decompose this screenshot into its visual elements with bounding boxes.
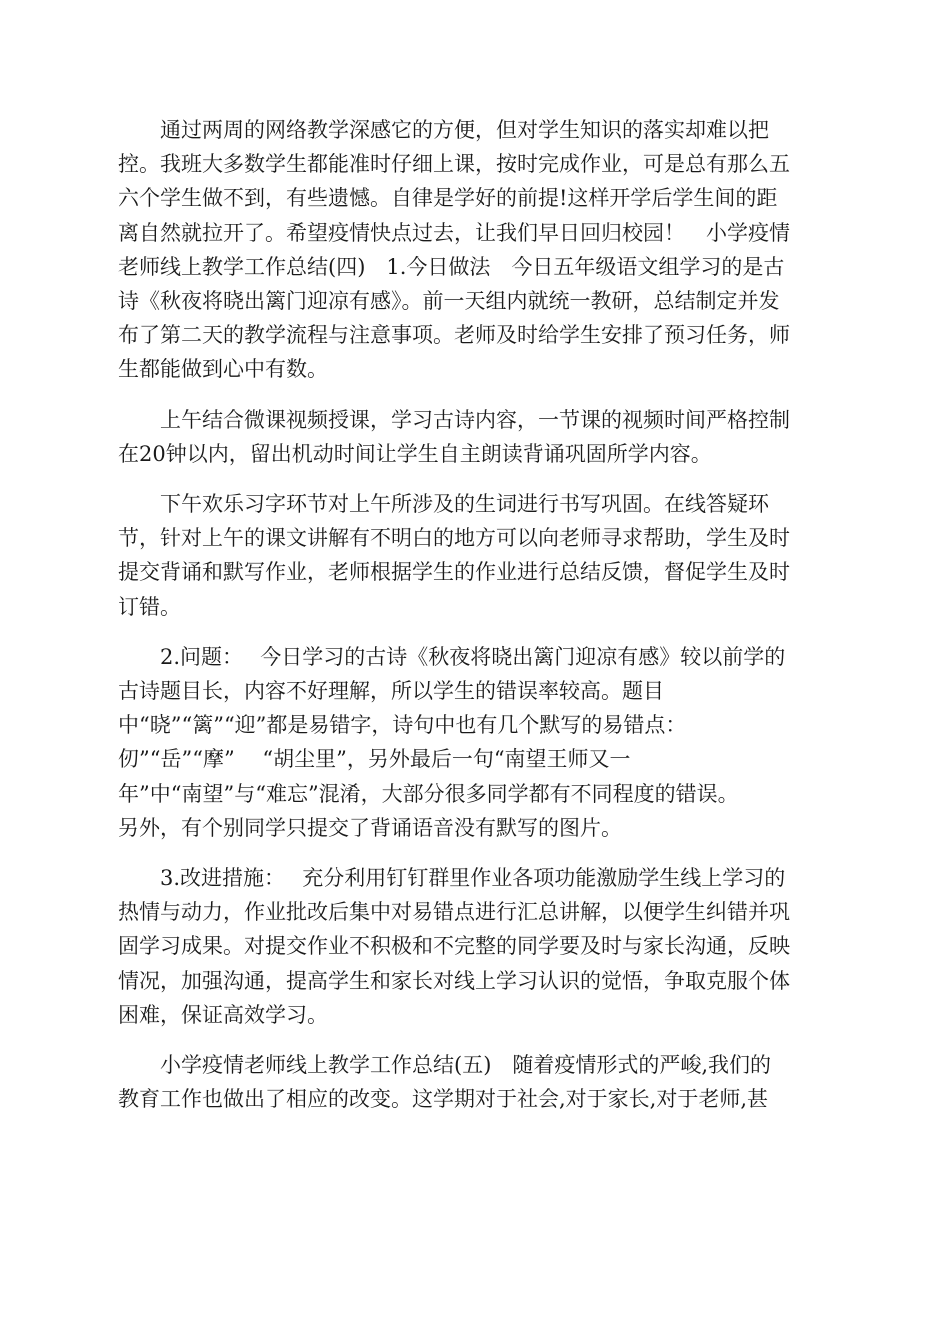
text-line: 古诗题目长，内容不好理解，所以学生的错误率较高。题目 bbox=[118, 679, 664, 704]
text-line: 提交背诵和默写作业，老师根据学生的作业进行总结反馈，督促学生及时 bbox=[118, 560, 790, 585]
paragraph-3 bbox=[118, 487, 832, 624]
text-line: 困难，保证高效学习。 bbox=[118, 1002, 328, 1027]
text-line: 2.问题： 今日学习的古诗《秋夜将晓出篱门迎凉有感》较以前学的 bbox=[160, 644, 786, 669]
text-line: 另外，有个别同学只提交了背诵语音没有默写的图片。 bbox=[118, 815, 622, 840]
text-line: 在20钟以内，留出机动时间让学生自主朗读背诵巩固所学内容。 bbox=[118, 441, 712, 466]
text-line: 离自然就拉开了。希望疫情快点过去，让我们早日回归校园！ 小学疫情 bbox=[118, 220, 790, 245]
text-line: 教育工作也做出了相应的改变。这学期对于社会,对于家长,对于老师,甚 bbox=[118, 1087, 769, 1112]
paragraph-2 bbox=[118, 403, 832, 471]
paragraph-1 bbox=[118, 113, 832, 387]
text-line: 情况，加强沟通，提高学生和家长对线上学习认识的觉悟，争取克服个体 bbox=[118, 968, 790, 993]
text-line: 仞”“岳”“摩” “胡尘里”，另外最后一句“南望王师又一 bbox=[118, 747, 631, 772]
text-line: 热情与动力，作业批改后集中对易错点进行汇总讲解，以便学生纠错并巩 bbox=[118, 900, 790, 925]
text-line: 上午结合微课视频授课，学习古诗内容，一节课的视频时间严格控制 bbox=[160, 407, 790, 432]
text-line: 下午欢乐习字环节对上午所涉及的生词进行书写巩固。在线答疑环 bbox=[160, 492, 769, 517]
text-line: 生都能做到心中有数。 bbox=[118, 357, 328, 382]
text-line: 固学习成果。对提交作业不积极和不完整的同学要及时与家长沟通，反映 bbox=[118, 934, 790, 959]
text-line: 六个学生做不到，有些遗憾。自律是学好的前提!这样开学后学生间的距 bbox=[118, 186, 778, 211]
text-line: 节，针对上午的课文讲解有不明白的地方可以向老师寻求帮助，学生及时 bbox=[118, 526, 790, 551]
paragraph-6 bbox=[118, 1048, 832, 1116]
text-line: 订错。 bbox=[118, 594, 181, 619]
text-line: 诗《秋夜将晓出篱门迎凉有感》。前一天组内就统一教研，总结制定并发 bbox=[118, 289, 780, 314]
text-line: 3.改进措施： 充分利用钉钉群里作业各项功能激励学生线上学习的 bbox=[160, 866, 786, 891]
paragraph-4 bbox=[118, 640, 832, 845]
text-line: 通过两周的网络教学深感它的方便，但对学生知识的落实却难以把 bbox=[160, 118, 769, 142]
document-body bbox=[118, 113, 832, 1132]
text-line: 控。我班大多数学生都能准时仔细上课，按时完成作业，可是总有那么五 bbox=[118, 152, 790, 177]
text-line: 布了第二天的教学流程与注意事项。老师及时给学生安排了预习任务，师 bbox=[118, 323, 790, 348]
paragraph-5 bbox=[118, 861, 832, 1032]
text-line: 老师线上教学工作总结(四) 1.今日做法 今日五年级语文组学习的是古 bbox=[118, 254, 785, 279]
text-line: 年”中“南望”与“难忘”混淆，大部分很多同学都有不同程度的错误。 bbox=[118, 781, 739, 806]
text-line: 中“晓”“篱”“迎”都是易错字，诗句中也有几个默写的易错点： bbox=[118, 713, 687, 738]
text-line: 小学疫情老师线上教学工作总结(五) 随着疫情形式的严峻,我们的 bbox=[160, 1053, 772, 1078]
